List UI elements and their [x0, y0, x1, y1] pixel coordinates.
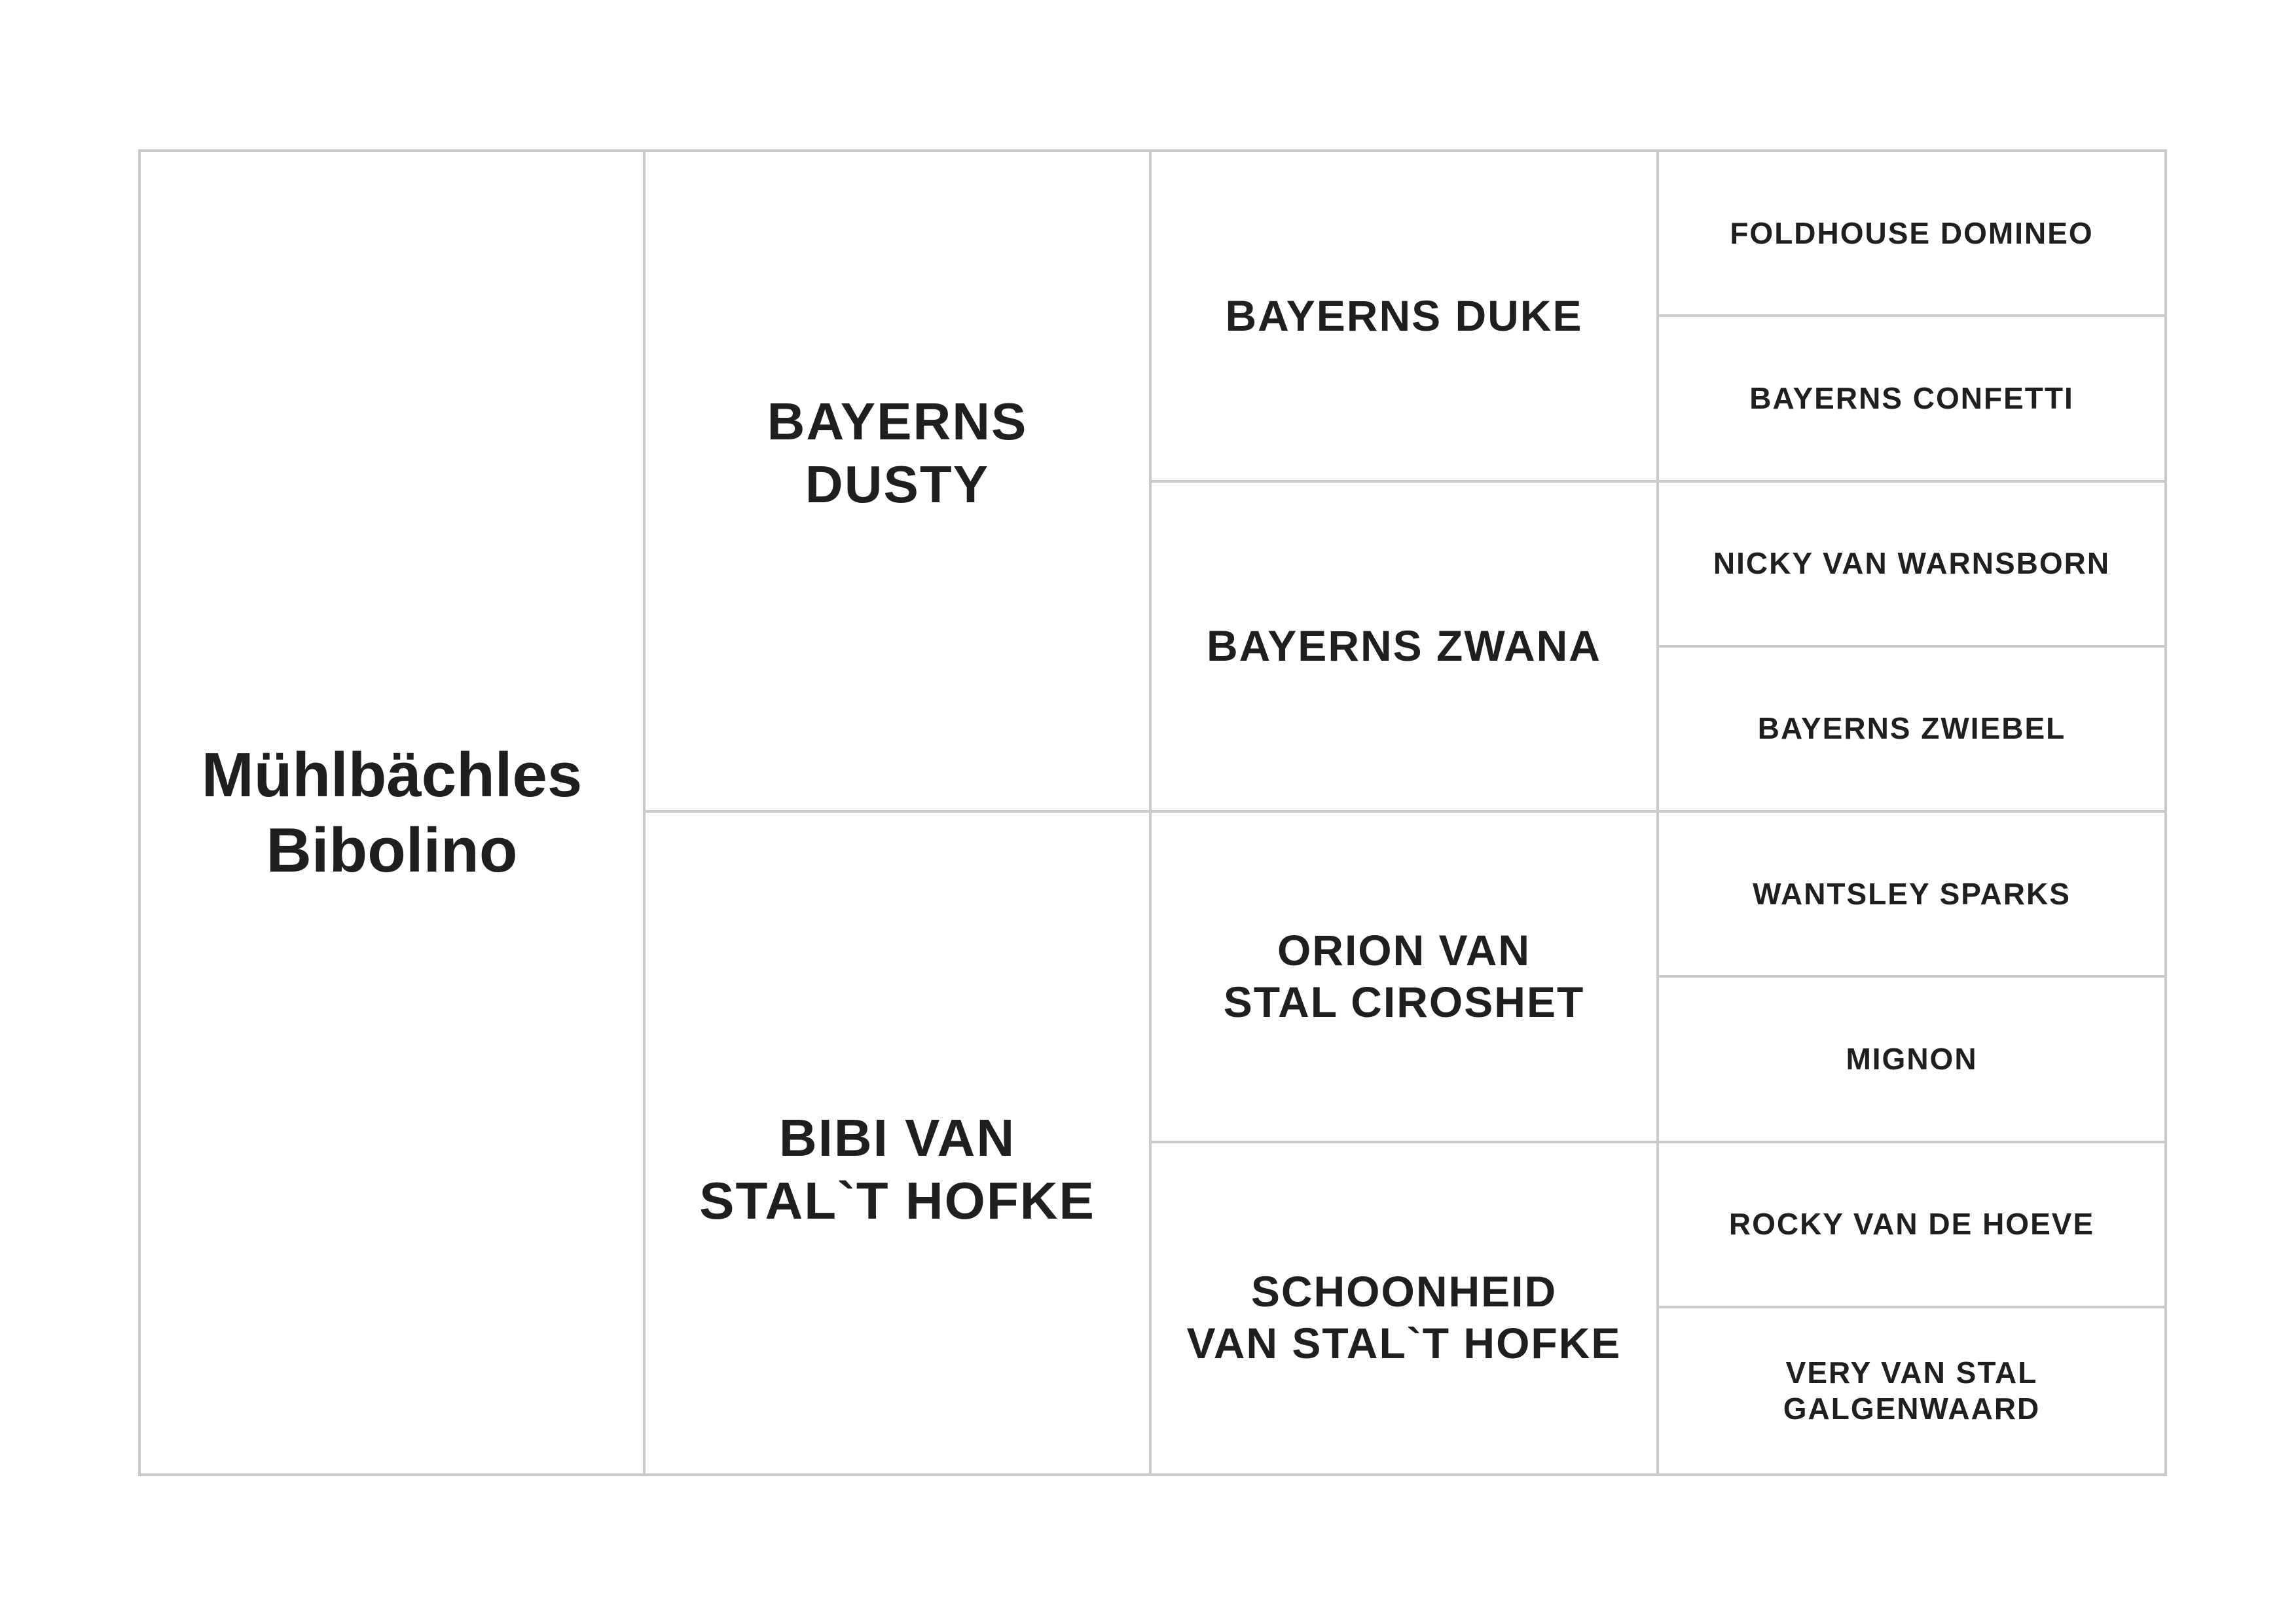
great-grandparent-cell-7 [1659, 1143, 2164, 1308]
sire-name: BAYERNS DUSTY [767, 392, 1028, 513]
dam-sire-name: ORION VAN STAL CIROSHET [1223, 926, 1585, 1027]
great-grandparent-name-8: VERY VAN STAL GALGENWAARD [1783, 1355, 2041, 1426]
great-grandparent-cell-8 [1659, 1308, 2164, 1473]
great-grandparent-name-5: WANTSLEY SPARKS [1753, 876, 2071, 911]
dam-name: BIBI VAN STAL`T HOFKE [699, 1108, 1095, 1230]
sire-sire-name: BAYERNS DUKE [1225, 291, 1583, 340]
great-grandparent-cell-4 [1659, 648, 2164, 813]
dam-dam-name: SCHOONHEID VAN STAL`T HOFKE [1186, 1266, 1622, 1367]
dam-cell [646, 813, 1152, 1473]
great-grandparent-cell-1 [1659, 152, 2164, 317]
sire-dam-cell [1152, 483, 1659, 813]
dam-dam-cell [1152, 1143, 1659, 1474]
subject-cell [141, 152, 646, 1473]
great-grandparent-name-2: BAYERNS CONFETTI [1749, 380, 2074, 415]
sire-dam-name: BAYERNS ZWANA [1207, 621, 1601, 671]
great-grandparent-cell-2 [1659, 317, 2164, 482]
dam-sire-cell [1152, 813, 1659, 1143]
sire-sire-cell [1152, 152, 1659, 483]
great-grandparent-name-7: ROCKY VAN DE HOEVE [1728, 1207, 2095, 1242]
great-grandparent-name-6: MIGNON [1846, 1041, 1978, 1076]
great-grandparent-name-4: BAYERNS ZWIEBEL [1757, 711, 2066, 746]
pedigree-chart [138, 149, 2167, 1476]
great-grandparent-cell-5 [1659, 813, 2164, 978]
subject-name: Mühlbächles Bibolino [201, 739, 583, 885]
great-grandparent-cell-3 [1659, 483, 2164, 648]
sire-cell [646, 152, 1152, 813]
great-grandparent-name-1: FOLDHOUSE DOMINEO [1730, 215, 2094, 250]
great-grandparent-name-3: NICKY VAN WARNSBORN [1713, 546, 2111, 581]
great-grandparent-cell-6 [1659, 978, 2164, 1143]
